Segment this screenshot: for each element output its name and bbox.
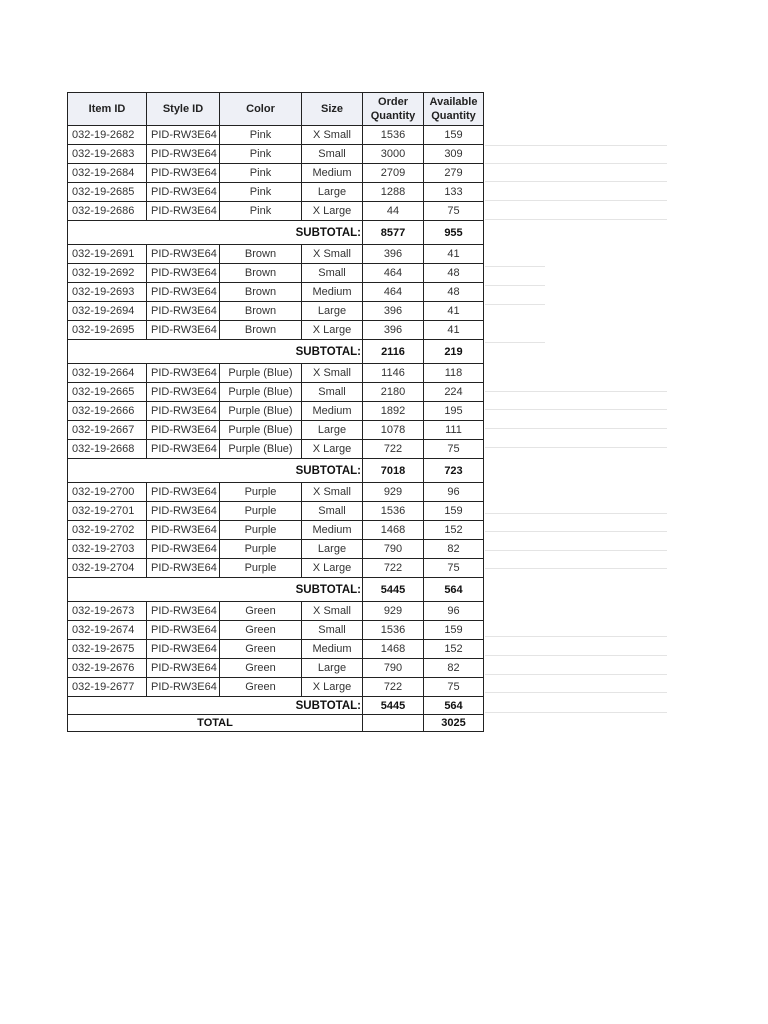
cell-item-id[interactable]: 032-19-2676 — [68, 659, 147, 678]
subtotal-label[interactable]: SUBTOTAL: — [68, 340, 363, 364]
cell-color[interactable]: Purple — [220, 559, 302, 578]
subtotal-available-quantity[interactable]: 723 — [424, 459, 484, 483]
cell-size[interactable]: Small — [302, 145, 363, 164]
subtotal-row — [68, 221, 484, 245]
cell-order-quantity[interactable]: 3000 — [363, 145, 424, 164]
cell-order-quantity[interactable]: 44 — [363, 202, 424, 221]
cell-style-id[interactable]: PID-RW3E64 — [147, 126, 220, 145]
cell-order-quantity[interactable]: 1536 — [363, 502, 424, 521]
table-row — [68, 283, 484, 302]
cell-order-quantity[interactable]: 464 — [363, 283, 424, 302]
cell-item-id[interactable]: 032-19-2683 — [68, 145, 147, 164]
cell-size[interactable]: X Large — [302, 678, 363, 697]
column-header-style-id[interactable]: Style ID — [147, 93, 220, 126]
cell-item-id[interactable]: 032-19-2666 — [68, 402, 147, 421]
cell-item-id[interactable]: 032-19-2677 — [68, 678, 147, 697]
cell-order-quantity[interactable]: 929 — [363, 483, 424, 502]
table-row — [68, 621, 484, 640]
cell-color[interactable]: Brown — [220, 264, 302, 283]
cell-size[interactable]: Medium — [302, 640, 363, 659]
table-row — [68, 678, 484, 697]
cell-item-id[interactable]: 032-19-2665 — [68, 383, 147, 402]
cell-size[interactable]: Large — [302, 421, 363, 440]
table-row — [68, 402, 484, 421]
cell-available-quantity[interactable]: 152 — [424, 640, 484, 659]
total-available-quantity[interactable]: 3025 — [424, 715, 484, 732]
cell-available-quantity[interactable]: 224 — [424, 383, 484, 402]
table-row — [68, 440, 484, 459]
table-row — [68, 640, 484, 659]
table-row — [68, 145, 484, 164]
cell-order-quantity[interactable]: 1468 — [363, 521, 424, 540]
cell-style-id[interactable]: PID-RW3E64 — [147, 421, 220, 440]
table-row — [68, 164, 484, 183]
table-row — [68, 521, 484, 540]
table-row — [68, 559, 484, 578]
table-row — [68, 602, 484, 621]
cell-style-id[interactable]: PID-RW3E64 — [147, 364, 220, 383]
cell-size[interactable]: Medium — [302, 164, 363, 183]
cell-size[interactable]: Large — [302, 659, 363, 678]
subtotal-label[interactable]: SUBTOTAL: — [68, 459, 363, 483]
cell-item-id[interactable]: 032-19-2695 — [68, 321, 147, 340]
cell-color[interactable]: Green — [220, 659, 302, 678]
faint-gridline — [485, 266, 545, 267]
cell-style-id[interactable]: PID-RW3E64 — [147, 321, 220, 340]
cell-color[interactable]: Brown — [220, 302, 302, 321]
cell-available-quantity[interactable]: 279 — [424, 164, 484, 183]
cell-style-id[interactable]: PID-RW3E64 — [147, 383, 220, 402]
column-header-color[interactable]: Color — [220, 93, 302, 126]
subtotal-available-quantity[interactable]: 564 — [424, 578, 484, 602]
cell-available-quantity[interactable]: 41 — [424, 321, 484, 340]
subtotal-order-quantity[interactable]: 7018 — [363, 459, 424, 483]
table-row — [68, 540, 484, 559]
faint-gridline — [485, 391, 667, 392]
faint-gridline — [485, 181, 667, 182]
cell-available-quantity[interactable]: 75 — [424, 559, 484, 578]
faint-gridline — [485, 285, 545, 286]
table-row — [68, 483, 484, 502]
cell-style-id[interactable]: PID-RW3E64 — [147, 145, 220, 164]
cell-available-quantity[interactable]: 133 — [424, 183, 484, 202]
cell-size[interactable]: Large — [302, 540, 363, 559]
subtotal-order-quantity[interactable]: 5445 — [363, 697, 424, 715]
header-order-line2: Quantity — [370, 110, 416, 122]
cell-available-quantity[interactable]: 159 — [424, 126, 484, 145]
subtotal-available-quantity[interactable]: 955 — [424, 221, 484, 245]
total-order-quantity[interactable] — [363, 715, 424, 732]
subtotal-row — [68, 697, 484, 715]
cell-order-quantity[interactable]: 1536 — [363, 621, 424, 640]
faint-gridline — [485, 145, 667, 146]
cell-order-quantity[interactable]: 1892 — [363, 402, 424, 421]
faint-gridline — [485, 409, 667, 410]
cell-available-quantity[interactable]: 82 — [424, 540, 484, 559]
cell-color[interactable]: Pink — [220, 202, 302, 221]
cell-size[interactable]: X Large — [302, 559, 363, 578]
cell-order-quantity[interactable]: 396 — [363, 302, 424, 321]
column-header-size[interactable]: Size — [302, 93, 363, 126]
cell-color[interactable]: Pink — [220, 183, 302, 202]
table-row — [68, 383, 484, 402]
cell-available-quantity[interactable]: 41 — [424, 302, 484, 321]
cell-style-id[interactable]: PID-RW3E64 — [147, 183, 220, 202]
cell-color[interactable]: Green — [220, 640, 302, 659]
cell-size[interactable]: X Small — [302, 364, 363, 383]
cell-item-id[interactable]: 032-19-2664 — [68, 364, 147, 383]
faint-gridline — [485, 304, 545, 305]
subtotal-label[interactable]: SUBTOTAL: — [68, 578, 363, 602]
cell-color[interactable]: Purple (Blue) — [220, 383, 302, 402]
cell-available-quantity[interactable]: 48 — [424, 264, 484, 283]
cell-order-quantity[interactable]: 722 — [363, 559, 424, 578]
header-order-line1: Order — [378, 96, 408, 108]
cell-style-id[interactable]: PID-RW3E64 — [147, 540, 220, 559]
cell-size[interactable]: X Small — [302, 126, 363, 145]
cell-style-id[interactable]: PID-RW3E64 — [147, 440, 220, 459]
cell-color[interactable]: Green — [220, 621, 302, 640]
subtotal-label[interactable]: SUBTOTAL: — [68, 221, 363, 245]
faint-gridline — [485, 342, 545, 343]
column-header-available-quantity[interactable] — [424, 93, 484, 126]
cell-available-quantity[interactable]: 75 — [424, 202, 484, 221]
cell-order-quantity[interactable]: 1078 — [363, 421, 424, 440]
faint-gridline — [485, 219, 667, 220]
cell-size[interactable]: X Small — [302, 602, 363, 621]
cell-style-id[interactable]: PID-RW3E64 — [147, 621, 220, 640]
cell-style-id[interactable]: PID-RW3E64 — [147, 283, 220, 302]
cell-item-id[interactable]: 032-19-2674 — [68, 621, 147, 640]
cell-color[interactable]: Purple (Blue) — [220, 364, 302, 383]
cell-color[interactable]: Brown — [220, 245, 302, 264]
cell-style-id[interactable]: PID-RW3E64 — [147, 659, 220, 678]
cell-order-quantity[interactable]: 790 — [363, 540, 424, 559]
cell-available-quantity[interactable]: 111 — [424, 421, 484, 440]
cell-order-quantity[interactable]: 2709 — [363, 164, 424, 183]
subtotal-order-quantity[interactable]: 2116 — [363, 340, 424, 364]
subtotal-available-quantity[interactable]: 219 — [424, 340, 484, 364]
cell-order-quantity[interactable]: 929 — [363, 602, 424, 621]
cell-available-quantity[interactable]: 159 — [424, 502, 484, 521]
cell-style-id[interactable]: PID-RW3E64 — [147, 164, 220, 183]
cell-size[interactable]: Medium — [302, 283, 363, 302]
cell-item-id[interactable]: 032-19-2701 — [68, 502, 147, 521]
cell-style-id[interactable]: PID-RW3E64 — [147, 559, 220, 578]
faint-gridline — [485, 428, 667, 429]
cell-color[interactable]: Brown — [220, 321, 302, 340]
cell-size[interactable]: Medium — [302, 521, 363, 540]
cell-size[interactable]: X Large — [302, 321, 363, 340]
cell-order-quantity[interactable]: 396 — [363, 245, 424, 264]
cell-color[interactable]: Purple (Blue) — [220, 440, 302, 459]
table-row — [68, 659, 484, 678]
faint-gridline — [485, 447, 667, 448]
table-row — [68, 364, 484, 383]
cell-available-quantity[interactable]: 96 — [424, 483, 484, 502]
cell-color[interactable]: Purple — [220, 540, 302, 559]
cell-order-quantity[interactable]: 1288 — [363, 183, 424, 202]
cell-available-quantity[interactable]: 195 — [424, 402, 484, 421]
faint-gridline — [485, 163, 667, 164]
cell-order-quantity[interactable]: 790 — [363, 659, 424, 678]
cell-available-quantity[interactable]: 48 — [424, 283, 484, 302]
table-row — [68, 245, 484, 264]
cell-available-quantity[interactable]: 82 — [424, 659, 484, 678]
table-row — [68, 264, 484, 283]
cell-item-id[interactable]: 032-19-2668 — [68, 440, 147, 459]
cell-color[interactable]: Pink — [220, 145, 302, 164]
cell-order-quantity[interactable]: 1536 — [363, 126, 424, 145]
cell-style-id[interactable]: PID-RW3E64 — [147, 264, 220, 283]
cell-item-id[interactable]: 032-19-2700 — [68, 483, 147, 502]
cell-size[interactable]: Small — [302, 264, 363, 283]
faint-gridline — [485, 655, 667, 656]
cell-style-id[interactable]: PID-RW3E64 — [147, 640, 220, 659]
faint-gridline — [485, 674, 667, 675]
cell-item-id[interactable]: 032-19-2685 — [68, 183, 147, 202]
cell-item-id[interactable]: 032-19-2682 — [68, 126, 147, 145]
cell-size[interactable]: X Large — [302, 202, 363, 221]
table-row — [68, 302, 484, 321]
cell-style-id[interactable]: PID-RW3E64 — [147, 202, 220, 221]
cell-item-id[interactable]: 032-19-2675 — [68, 640, 147, 659]
cell-size[interactable]: X Small — [302, 483, 363, 502]
faint-gridline — [485, 692, 667, 693]
cell-color[interactable]: Purple — [220, 502, 302, 521]
cell-color[interactable]: Purple — [220, 521, 302, 540]
header-row — [68, 93, 484, 126]
subtotal-row — [68, 340, 484, 364]
subtotal-order-quantity[interactable]: 8577 — [363, 221, 424, 245]
column-header-item-id[interactable]: Item ID — [68, 93, 147, 126]
cell-order-quantity[interactable]: 396 — [363, 321, 424, 340]
table-row — [68, 502, 484, 521]
cell-item-id[interactable]: 032-19-2703 — [68, 540, 147, 559]
cell-item-id[interactable]: 032-19-2684 — [68, 164, 147, 183]
cell-size[interactable]: Large — [302, 302, 363, 321]
cell-color[interactable]: Pink — [220, 126, 302, 145]
cell-size[interactable]: Large — [302, 183, 363, 202]
cell-size[interactable]: Small — [302, 621, 363, 640]
cell-color[interactable]: Purple (Blue) — [220, 402, 302, 421]
faint-gridline — [485, 636, 667, 637]
cell-order-quantity[interactable]: 722 — [363, 678, 424, 697]
cell-available-quantity[interactable]: 41 — [424, 245, 484, 264]
subtotal-row — [68, 459, 484, 483]
cell-style-id[interactable]: PID-RW3E64 — [147, 302, 220, 321]
cell-item-id[interactable]: 032-19-2702 — [68, 521, 147, 540]
subtotal-row — [68, 578, 484, 602]
cell-size[interactable]: Small — [302, 383, 363, 402]
subtotal-order-quantity[interactable]: 5445 — [363, 578, 424, 602]
inventory-table — [67, 92, 484, 732]
cell-style-id[interactable]: PID-RW3E64 — [147, 678, 220, 697]
cell-item-id[interactable]: 032-19-2694 — [68, 302, 147, 321]
cell-item-id[interactable]: 032-19-2667 — [68, 421, 147, 440]
table-row — [68, 202, 484, 221]
total-label[interactable]: TOTAL — [68, 715, 363, 732]
cell-color[interactable]: Brown — [220, 283, 302, 302]
faint-gridline — [485, 200, 667, 201]
cell-style-id[interactable]: PID-RW3E64 — [147, 245, 220, 264]
cell-available-quantity[interactable]: 75 — [424, 440, 484, 459]
cell-size[interactable]: X Large — [302, 440, 363, 459]
cell-color[interactable]: Purple (Blue) — [220, 421, 302, 440]
cell-available-quantity[interactable]: 159 — [424, 621, 484, 640]
cell-item-id[interactable]: 032-19-2693 — [68, 283, 147, 302]
cell-available-quantity[interactable]: 118 — [424, 364, 484, 383]
table-row — [68, 421, 484, 440]
cell-item-id[interactable]: 032-19-2686 — [68, 202, 147, 221]
cell-order-quantity[interactable]: 1468 — [363, 640, 424, 659]
cell-item-id[interactable]: 032-19-2691 — [68, 245, 147, 264]
cell-item-id[interactable]: 032-19-2704 — [68, 559, 147, 578]
faint-gridline — [485, 531, 667, 532]
total-row — [68, 715, 484, 732]
cell-style-id[interactable]: PID-RW3E64 — [147, 483, 220, 502]
cell-style-id[interactable]: PID-RW3E64 — [147, 402, 220, 421]
cell-available-quantity[interactable]: 152 — [424, 521, 484, 540]
cell-size[interactable]: Small — [302, 502, 363, 521]
header-available-line2: Quantity — [431, 110, 476, 122]
cell-style-id[interactable]: PID-RW3E64 — [147, 521, 220, 540]
cell-style-id[interactable]: PID-RW3E64 — [147, 602, 220, 621]
faint-gridline — [485, 568, 667, 569]
cell-color[interactable]: Green — [220, 602, 302, 621]
column-header-order-quantity[interactable] — [363, 93, 424, 126]
cell-order-quantity[interactable]: 464 — [363, 264, 424, 283]
cell-color[interactable]: Green — [220, 678, 302, 697]
cell-size[interactable]: Medium — [302, 402, 363, 421]
table-row — [68, 126, 484, 145]
faint-gridline — [485, 712, 667, 713]
subtotal-label[interactable]: SUBTOTAL: — [68, 697, 363, 715]
faint-gridline — [485, 550, 667, 551]
faint-gridline — [485, 513, 667, 514]
cell-item-id[interactable]: 032-19-2692 — [68, 264, 147, 283]
cell-color[interactable]: Purple — [220, 483, 302, 502]
cell-available-quantity[interactable]: 309 — [424, 145, 484, 164]
cell-available-quantity[interactable]: 96 — [424, 602, 484, 621]
cell-order-quantity[interactable]: 722 — [363, 440, 424, 459]
table-row — [68, 321, 484, 340]
cell-size[interactable]: X Small — [302, 245, 363, 264]
header-available-line1: Available — [429, 96, 478, 108]
cell-style-id[interactable]: PID-RW3E64 — [147, 502, 220, 521]
cell-available-quantity[interactable]: 75 — [424, 678, 484, 697]
table-row — [68, 183, 484, 202]
subtotal-available-quantity[interactable]: 564 — [424, 697, 484, 715]
cell-item-id[interactable]: 032-19-2673 — [68, 602, 147, 621]
cell-color[interactable]: Pink — [220, 164, 302, 183]
cell-order-quantity[interactable]: 1146 — [363, 364, 424, 383]
cell-order-quantity[interactable]: 2180 — [363, 383, 424, 402]
